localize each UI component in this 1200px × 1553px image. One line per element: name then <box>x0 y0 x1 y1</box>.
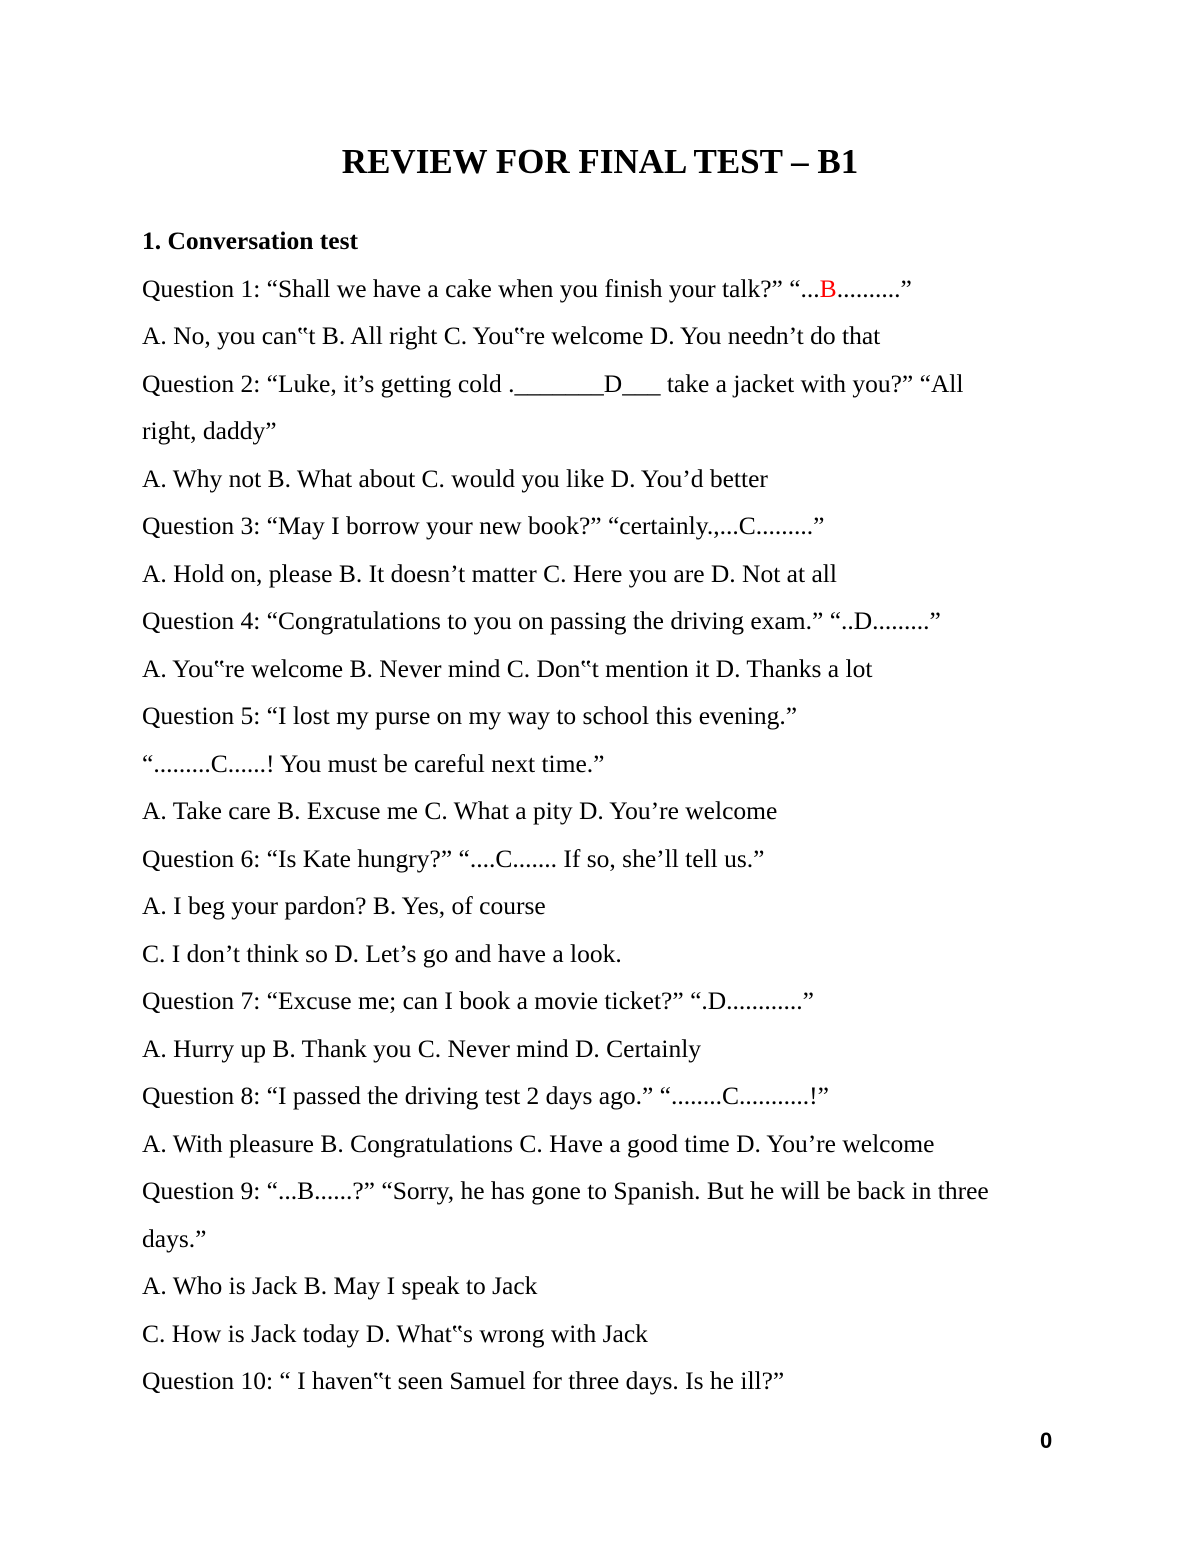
question-9: Question 9: “...B......?” “Sorry, he has gone to Spanish. But he will be back in three <box>142 1176 989 1205</box>
question-4-options: A. You‟re welcome B. Never mind C. Don‟t mention it D. Thanks a lot <box>142 653 873 683</box>
question-7: Question 7: “Excuse me; can I book a movie ticket?” “.D............” <box>142 986 814 1015</box>
question-6-options-ab: A. I beg your pardon? B. Yes, of course <box>142 891 546 920</box>
question-9-options-ab: A. Who is Jack B. May I speak to Jack <box>142 1271 538 1300</box>
question-2-options: A. Why not B. What about C. would you like D. You’d better <box>142 463 768 493</box>
question-3-options: A. Hold on, please B. It doesn’t matter C. Here you are D. Not at all <box>142 558 837 588</box>
question-5: Question 5: “I lost my purse on my way to school this evening.” <box>142 701 798 730</box>
section-heading: 1. Conversation test <box>142 226 359 255</box>
question-3: Question 3: “May I borrow your new book?” “certainly.,...C.........” <box>142 511 825 540</box>
document-body <box>142 217 1062 1405</box>
question-6: Question 6: “Is Kate hungry?” “....C....... If so, she’ll tell us.” <box>142 843 765 873</box>
question-2-continued: right, daddy” <box>142 416 277 445</box>
question-5-options: A. Take care B. Excuse me C. What a pity D. You’re welcome <box>142 796 778 825</box>
question-1 <box>142 265 1062 313</box>
question-2: Question 2: “Luke, it’s getting cold ._______D___ take a jacket with you?” “All <box>142 368 964 398</box>
question-1-options: A. No, you can‟t B. All right C. You‟re welcome D. You needn’t do that <box>142 321 881 350</box>
question-1-text: Question 1: “Shall we have a cake when you finish your talk?” “... <box>142 273 820 303</box>
question-8: Question 8: “I passed the driving test 2 days ago.” “........C...........!” <box>142 1081 829 1110</box>
question-9-options-cd: C. How is Jack today D. What‟s wrong with Jack <box>142 1318 648 1348</box>
question-10: Question 10: “ I haven‟t seen Samuel for three days. Is he ill?” <box>142 1366 785 1395</box>
page-number: 0 <box>1040 1428 1053 1453</box>
question-6-options-cd: C. I don’t think so D. Let’s go and have a look. <box>142 938 622 968</box>
question-4: Question 4: “Congratulations to you on passing the driving exam.” “..D.........” <box>142 606 941 635</box>
question-1-text-end: ..........” <box>836 273 912 303</box>
question-8-options: A. With pleasure B. Congratulations C. Have a good time D. You’re welcome <box>142 1128 935 1158</box>
question-7-options: A. Hurry up B. Thank you C. Never mind D. Certainly <box>142 1033 702 1063</box>
question-5-continued: “.........C......! You must be careful next time.” <box>142 748 605 778</box>
question-1-answer: B <box>819 273 837 303</box>
page-title: REVIEW FOR FINAL TEST – B1 <box>341 142 859 181</box>
question-9-continued: days.” <box>142 1223 207 1253</box>
